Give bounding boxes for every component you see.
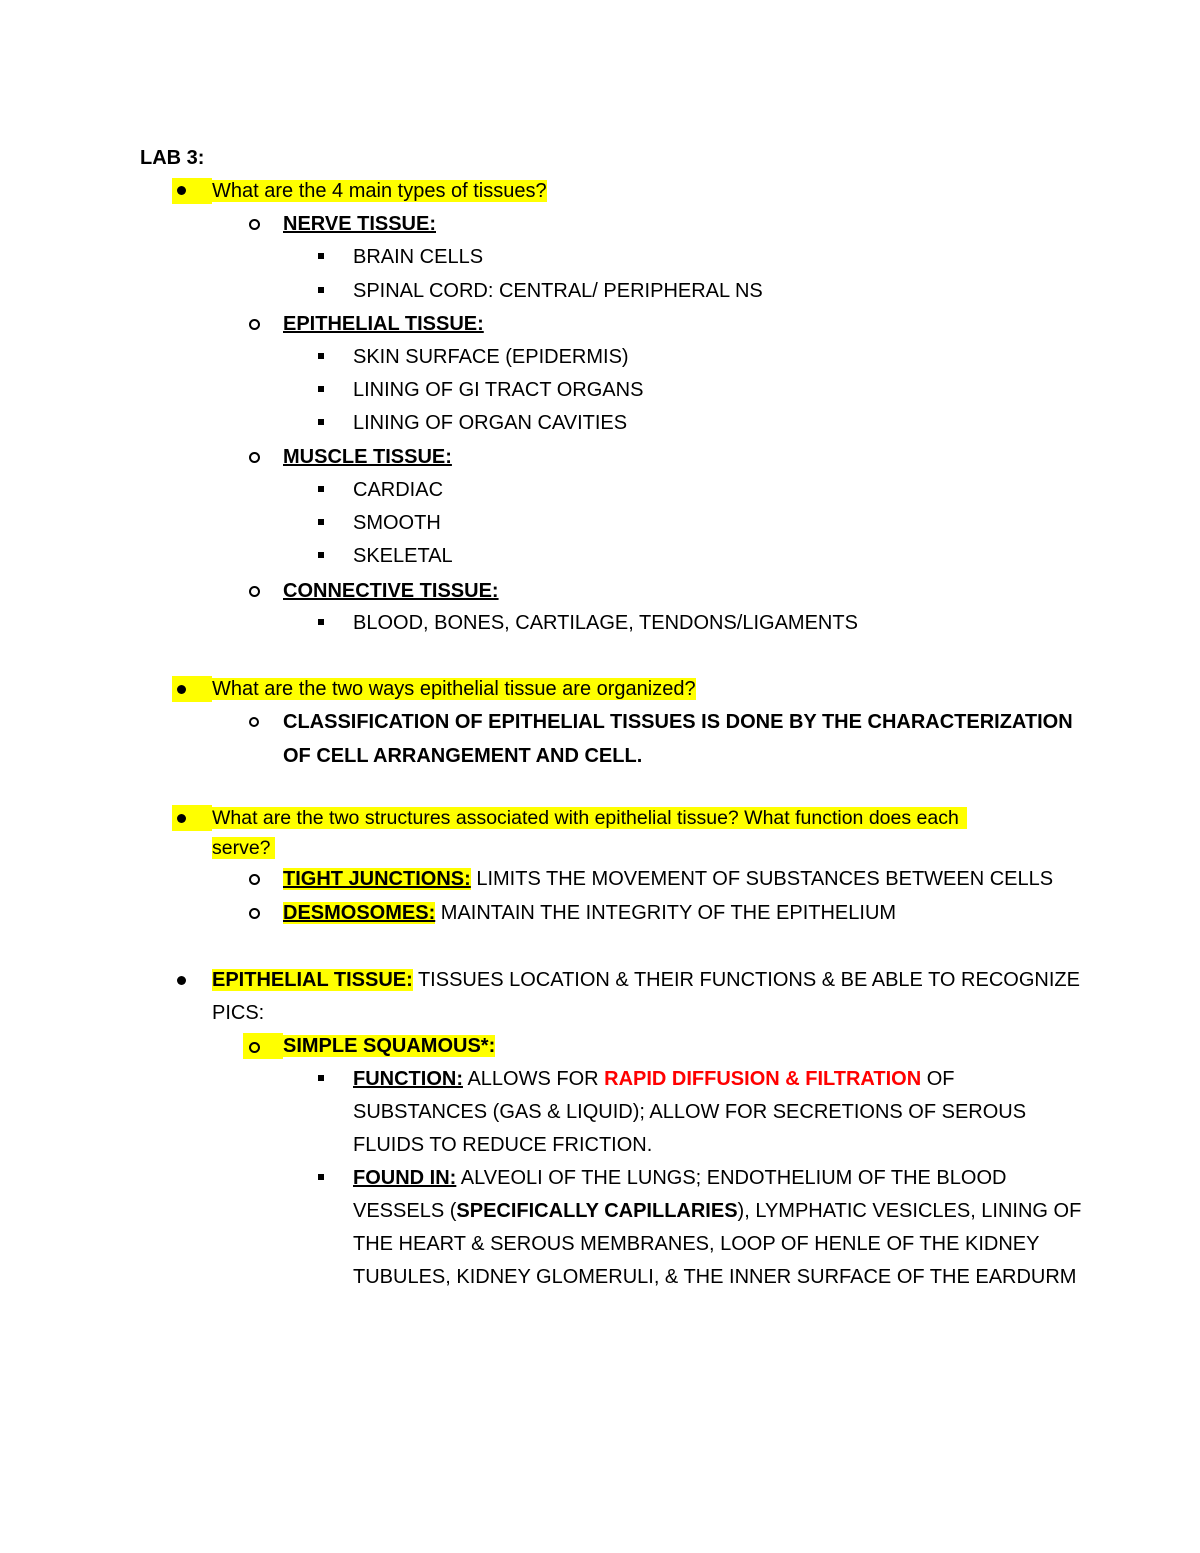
- question-1: What are the 4 main types of tissues?: [212, 180, 547, 202]
- square-marker: [318, 253, 324, 259]
- desmosomes-label: DESMOSOMES:: [283, 902, 436, 924]
- circle-marker: [249, 219, 260, 230]
- function-line1: [353, 1067, 955, 1091]
- square-marker: [318, 386, 324, 392]
- square-marker: [318, 353, 324, 359]
- epithelial-section-line1: [212, 968, 1080, 992]
- found-in-line4: TUBULES, KIDNEY GLOMERULI, & THE INNER SURFACE OF THE EARDURM: [353, 1266, 1077, 1288]
- muscle-item: CARDIAC: [353, 479, 444, 501]
- circle-marker: [249, 452, 260, 463]
- epithelial-tissue-heading: EPITHELIAL TISSUE:: [283, 313, 484, 335]
- epithelial-section-line2: PICS:: [212, 1002, 265, 1024]
- bullet-marker: [177, 814, 186, 823]
- found-in-line2-bold: SPECIFICALLY CAPILLARIES: [456, 1200, 738, 1222]
- bullet-marker: [177, 186, 186, 195]
- muscle-item: SMOOTH: [353, 512, 441, 534]
- lab-title: LAB 3:: [140, 147, 205, 169]
- circle-marker: [249, 717, 259, 727]
- answer-2-line2: OF CELL ARRANGEMENT AND CELL.: [283, 745, 643, 767]
- found-in-line3: THE HEART & SEROUS MEMBRANES, LOOP OF HENLE OF THE KIDNEY: [353, 1233, 1040, 1255]
- desmosomes-line: [283, 901, 896, 925]
- circle-marker: [249, 319, 260, 330]
- found-in-line2-pre: VESSELS (: [353, 1200, 457, 1222]
- desmosomes-text: MAINTAIN THE INTEGRITY OF THE EPITHELIUM: [435, 902, 897, 924]
- nerve-item: SPINAL CORD: CENTRAL/ PERIPHERAL NS: [353, 280, 763, 302]
- epithelial-item: SKIN SURFACE (EPIDERMIS): [353, 346, 629, 368]
- question-3-line2: serve?: [212, 837, 275, 859]
- found-in-text: ALVEOLI OF THE LUNGS; ENDOTHELIUM OF THE BLOOD: [456, 1167, 1007, 1189]
- square-marker: [318, 519, 324, 525]
- found-in-label: FOUND IN:: [353, 1167, 457, 1189]
- square-marker: [318, 1075, 324, 1081]
- function-label: FUNCTION:: [353, 1068, 463, 1090]
- epithelial-section-text: TISSUES LOCATION & THEIR FUNCTIONS & BE ABLE TO RECOGNIZE: [412, 969, 1080, 991]
- epithelial-item: LINING OF GI TRACT ORGANS: [353, 379, 644, 401]
- function-line3: FLUIDS TO REDUCE FRICTION.: [353, 1134, 653, 1156]
- bullet-marker: [177, 976, 186, 985]
- tight-junctions-text: LIMITS THE MOVEMENT OF SUBSTANCES BETWEEN CELLS: [470, 868, 1054, 890]
- question-3-line1: What are the two structures associated with epithelial tissue? What function does each: [212, 807, 967, 829]
- square-marker: [318, 552, 324, 558]
- circle-marker: [249, 586, 260, 597]
- found-in-line2-post: ), LYMPHATIC VESICLES, LINING OF: [737, 1200, 1082, 1222]
- circle-marker: [249, 874, 260, 885]
- found-in-line1: [353, 1166, 1006, 1190]
- function-line2: SUBSTANCES (GAS & LIQUID); ALLOW FOR SECRETIONS OF SEROUS: [353, 1101, 1027, 1123]
- answer-2-line1: CLASSIFICATION OF EPITHELIAL TISSUES IS DONE BY THE CHARACTERIZATION: [283, 711, 1073, 733]
- muscle-tissue-heading: MUSCLE TISSUE:: [283, 446, 452, 468]
- function-post: OF: [921, 1068, 955, 1090]
- epithelial-section-label: EPITHELIAL TISSUE:: [212, 969, 413, 991]
- function-pre: ALLOWS FOR: [462, 1068, 605, 1090]
- bullet-marker: [177, 685, 186, 694]
- nerve-item: BRAIN CELLS: [353, 246, 484, 268]
- connective-item: BLOOD, BONES, CARTILAGE, TENDONS/LIGAMENTS: [353, 612, 858, 634]
- nerve-tissue-heading: NERVE TISSUE:: [283, 213, 436, 235]
- found-in-line2: [353, 1199, 1081, 1223]
- circle-marker: [249, 1042, 260, 1053]
- epithelial-item: LINING OF ORGAN CAVITIES: [353, 412, 628, 434]
- square-marker: [318, 486, 324, 492]
- square-marker: [318, 619, 324, 625]
- tight-junctions-line: [283, 867, 1053, 891]
- function-emphasis: RAPID DIFFUSION & FILTRATION: [604, 1068, 922, 1090]
- square-marker: [318, 419, 324, 425]
- square-marker: [318, 287, 324, 293]
- muscle-item: SKELETAL: [353, 545, 453, 567]
- circle-marker: [249, 908, 260, 919]
- square-marker: [318, 1174, 324, 1180]
- question-2: What are the two ways epithelial tissue are organized?: [212, 678, 696, 700]
- simple-squamous-heading: SIMPLE SQUAMOUS*:: [283, 1035, 496, 1057]
- connective-tissue-heading: CONNECTIVE TISSUE:: [283, 580, 499, 602]
- tight-junctions-label: TIGHT JUNCTIONS:: [283, 868, 471, 890]
